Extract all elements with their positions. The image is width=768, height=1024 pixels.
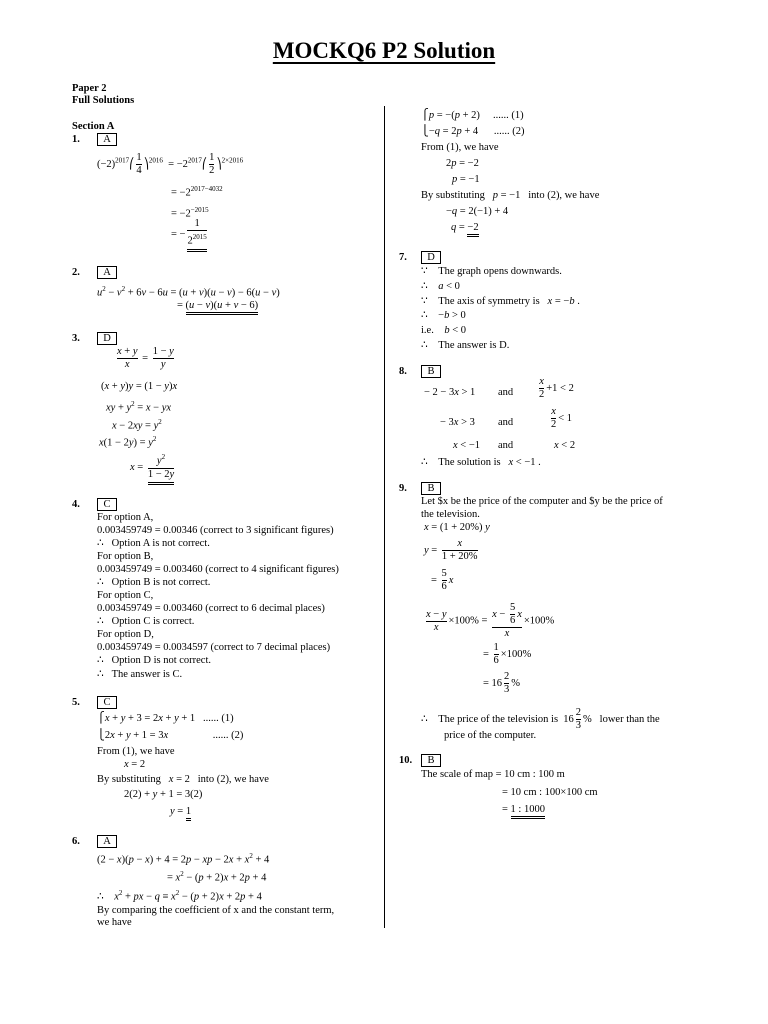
column-divider [384, 106, 385, 928]
q8-solution: ∴ The solution is x < −1 . [421, 457, 541, 468]
q4-line11: 0.003459749 = 0.0034597 (correct to 7 decimal places) [97, 642, 331, 653]
q6-q2: q = −2 [451, 221, 479, 234]
q4-line4: For option B, [97, 551, 154, 562]
q9-line1: x = (1 + 20%) y [424, 522, 490, 533]
q9-line4: $\frac{x - y}{x}$ ×100% = x − $\frac{5}{6}$ x x ×100% [426, 602, 555, 639]
q4-line12: ∴ Option D is not correct. [97, 655, 211, 666]
answer-box-1: A [97, 133, 117, 146]
q6-compare: By comparing the coefficient of x and the constant term, [97, 905, 335, 916]
q4-line5: 0.003459749 = 0.003460 (correct to 4 significant figures) [97, 564, 339, 575]
answer-box-10: B [421, 754, 441, 767]
page-title: MOCKQ6 P2 Solution [272, 38, 496, 63]
q1-line2: = $-2^{2017-4032}$ [171, 185, 223, 199]
question-number-8: 8. [399, 366, 407, 377]
q6-eq1: ⎧p = −(p + 2) ...... (1) [421, 110, 524, 121]
q8-line2: − 3x > 3 [440, 417, 475, 428]
q6-eq2: ⎩−q = 2p + 4 ...... (2) [421, 126, 525, 137]
q8-right1: $\frac{x}{2}$ +1 < 2 [539, 376, 574, 400]
q7-line5: i.e. b < 0 [421, 325, 466, 336]
q4-line2: 0.003459749 = 0.00346 (correct to 3 significant figures) [97, 525, 334, 536]
q2-line2: = (u − v)(u + v − 6) [177, 299, 258, 312]
q3-line3: xy + $y^2 = x$ − yx [106, 400, 172, 414]
q6-p1: 2p = −2 [446, 158, 479, 169]
q4-line3: ∴ Option A is not correct. [97, 538, 210, 549]
question-number-4: 4. [72, 499, 80, 510]
q6-line3: ∴ $x^2$ + px − $q \equiv x^2 - (p + 2)x + 2p + 4$ [97, 889, 262, 903]
q8-right3: x < 2 [554, 440, 576, 451]
question-number-2: 2. [72, 267, 80, 278]
q9-conc1: ∴ The price of the television is 16 $\frac{2}{3}$ % lower than the [421, 707, 660, 731]
full-solutions-label: Full Solutions [72, 95, 135, 106]
q6-line1: (2 − x)(p − x) + 4 = 2p − xp − $2x + x^2 + 4$ [97, 852, 270, 866]
q9-line5: = $\frac{1}{6}$ ×100% [483, 642, 532, 666]
question-number-7: 7. [399, 252, 407, 263]
q5-from: From (1), we have [97, 746, 175, 757]
q6-p2: p = −1 [452, 174, 480, 185]
q3-line1: $\frac{x + y}{x}$ = $\frac{1 - y}{y}$ [117, 346, 174, 370]
question-number-10: 10. [399, 755, 413, 766]
q3-line2: (x + y)y = (1 − y)x [101, 381, 178, 392]
q4-line8: 0.003459749 = 0.003460 (correct to 6 decimal places) [97, 603, 325, 614]
q1-line4: = − $\frac{1}{2^{2015}}$ [171, 218, 209, 252]
q4-line13: ∴ The answer is C. [97, 669, 183, 680]
question-number-3: 3. [72, 333, 80, 344]
q3-line4: $x - 2xy = y^2$ [112, 418, 162, 432]
q6-q1: −q = 2(−1) + 4 [446, 206, 509, 217]
q4-line6: ∴ Option B is not correct. [97, 577, 211, 588]
q1-line1: $(-2)^{2017}⎛$ $\frac{1}{4}$ ⎞$^{2016}$ = $-2^{2017}⎛$ $\frac{1}{2}$ ⎞$^{2\times 2016}$ [97, 152, 244, 176]
q8-and2: and [498, 417, 514, 428]
q8-and1: and [498, 387, 514, 398]
paper-label: Paper 2 [72, 83, 107, 94]
q6-line2: = $x^2 - (p + 2)x + 2p + 4$ [167, 870, 267, 884]
q5-subst: By substituting x = 2 into (2), we have [97, 774, 269, 785]
q4-line10: For option D, [97, 629, 154, 640]
q4-line1: For option A, [97, 512, 154, 523]
q9-line3: = $\frac{5}{6}$ x [431, 568, 454, 592]
q2-line1: $u^2 - v^2 + 6v - 6u = (u + v)(u - v) - 6(u - v)$ [97, 285, 280, 299]
q9-line6: = 16 $\frac{2}{3}$ % [483, 671, 521, 695]
q8-line1: − 2 − 3x > 1 [424, 387, 476, 398]
answer-box-7: D [421, 251, 441, 264]
answer-box-9: B [421, 482, 441, 495]
answer-box-8: B [421, 365, 441, 378]
q7-line4: ∴ −b > 0 [421, 310, 466, 321]
q5-eq1: ⎧x + y + 3 = 2x + y + 1 ...... (1) [97, 713, 234, 724]
q3-line6: x = $\frac{y^2}{1 - 2y}$ [130, 451, 176, 485]
q4-line9: ∴ Option C is correct. [97, 616, 195, 627]
q4-line7: For option C, [97, 590, 154, 601]
q10-line3: = 1 : 1000 [502, 803, 545, 816]
q5-x: x = 2 [124, 759, 146, 770]
q5-y: y = 1 [170, 805, 191, 818]
question-number-5: 5. [72, 697, 80, 708]
q8-line3: x < −1 [453, 440, 481, 451]
q10-line2: = 10 cm : 100×100 cm [502, 787, 598, 798]
question-number-9: 9. [399, 483, 407, 494]
answer-box-5: C [97, 696, 117, 709]
q6-wehave: we have [97, 917, 132, 928]
answer-box-2: A [97, 266, 117, 279]
question-number-6: 6. [72, 836, 80, 847]
q9-conc2: price of the computer. [444, 730, 537, 741]
q7-line6: ∴ The answer is D. [421, 340, 510, 351]
q5-line1: 2(2) + y + 1 = 3(2) [124, 789, 203, 800]
q5-eq2: ⎩2x + y + 1 = 3x ...... (2) [97, 730, 244, 741]
section-label: Section A [72, 121, 115, 132]
q9-let2: the television. [421, 509, 480, 520]
q1-line3: = $-2^{-2015}$ [171, 206, 209, 220]
answer-box-3: D [97, 332, 117, 345]
q3-line5: $x(1 - 2y) = y^2$ [99, 435, 157, 449]
q9-let1: Let $x be the price of the computer and $y be the price of [421, 496, 663, 507]
answer-box-6: A [97, 835, 117, 848]
q6-from: From (1), we have [421, 142, 499, 153]
q8-and3: and [498, 440, 514, 451]
q8-right2: $\frac{x}{2}$ < 1 [551, 406, 573, 430]
q6-subst: By substituting p = −1 into (2), we have [421, 190, 600, 201]
q7-line1: ∵ The graph opens downwards. [421, 266, 562, 277]
answer-box-4: C [97, 498, 117, 511]
q7-line3: ∵ The axis of symmetry is x = −b . [421, 296, 580, 307]
question-number-1: 1. [72, 134, 80, 145]
q7-line2: ∴ a < 0 [421, 281, 460, 292]
q9-line2: y = $\frac{x}{1 + 20\%}$ [424, 538, 478, 562]
q10-line1: The scale of map = 10 cm : 100 m [421, 769, 565, 780]
